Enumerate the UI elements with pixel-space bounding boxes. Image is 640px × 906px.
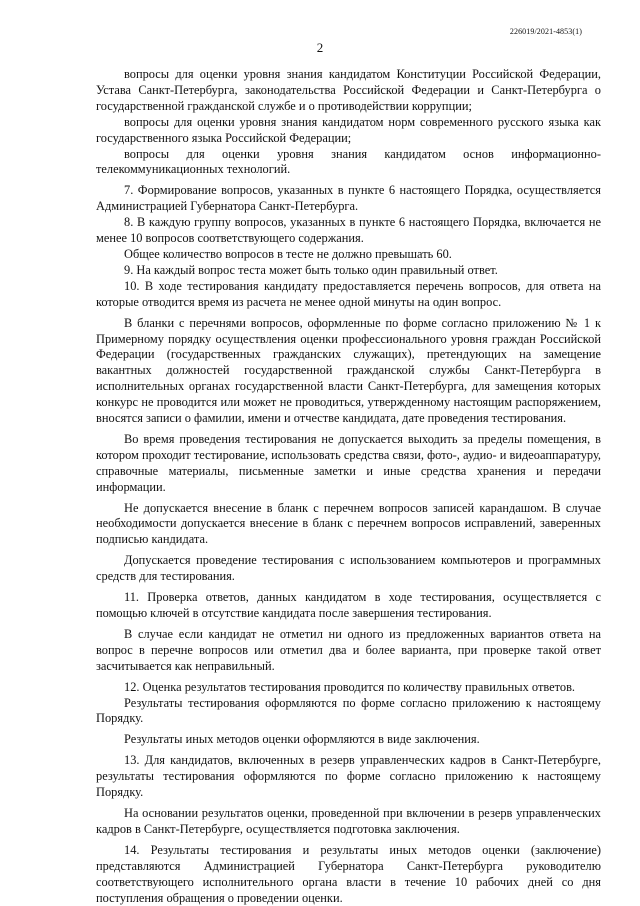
document-id: 226019/2021-4853(1)	[509, 27, 582, 36]
paragraph: 11. Проверка ответов, данных кандидатом в ходе тестирования, осуществляется с помощью ключей в отсутствие кандидата после завершения тестирования.	[96, 590, 601, 620]
paragraph: Результаты тестирования оформляются по форме согласно приложению к настоящему Порядку.	[96, 695, 601, 726]
paragraph: вопросы для оценки уровня знания кандидатом основ информационно-телекоммуникационных технологий.	[96, 146, 601, 177]
paragraph: 7. Формирование вопросов, указанных в пункте 6 настоящего Порядка, осуществляется Администрацией Губернатора Санкт-Петербурга.	[96, 183, 601, 214]
paragraph: 8. В каждую группу вопросов, указанных в пункте 6 настоящего Порядка, включается не менее 10 вопросов соответствующего содержания.	[96, 215, 601, 246]
paragraph: 12. Оценка результатов тестирования проводится по количеству правильных ответов.	[124, 679, 576, 694]
paragraph: 14. Результаты тестирования и результаты иных методов оценки (заключение) представляются Администрацией Губернатора Санкт-Петербурга руководителю соответствующего исполнительного органа власти в течение 10 рабочих дней со дня поступления обращения о проведении оценки.	[96, 842, 601, 905]
page-number: 2	[316, 40, 324, 55]
paragraph: В бланки с перечнями вопросов, оформленные по форме согласно приложению № 1 к Примерному порядку осуществления оценки профессионального уровня граждан Российской Федерации (государственных гражданских служащих), претендующих на замещение вакантных должностей государственной гражданской службы Санкт-Петербурга в исполнительных органах государственной власти Санкт-Петербурга, для замещения которых конкурс не проводится или может не проводиться, утвержденному настоящим распоряжением, вносятся записи о фамилии, имени и отчестве кандидата, дате проведения тестирования.	[96, 315, 601, 426]
paragraph: Результаты иных методов оценки оформляются в виде заключения.	[124, 732, 480, 747]
paragraph: Во время проведения тестирования не допускается выходить за пределы помещения, в котором проходит тестирование, использовать средства связи, фото-, аудио- и видеоаппаратуру, справочные материалы, письменные заметки и иные средства хранения и передачи информации.	[96, 431, 601, 494]
paragraph: Не допускается внесение в бланк с перечнем вопросов записей карандашом. В случае необходимости допускается внесение в бланк с перечнем вопросов исправлений, заверенных подписью кандидата.	[96, 500, 601, 547]
paragraph: вопросы для оценки уровня знания кандидатом Конституции Российской Федерации, Устава Санкт-Петербурга, законодательства Российской Федерации и Санкт-Петербурга о государственной гражданской службе и о противодействии коррупции;	[96, 67, 601, 113]
paragraph: Общее количество вопросов в тесте не должно превышать 60.	[124, 246, 452, 261]
paragraph: Допускается проведение тестирования с использованием компьютеров и программных средств для тестирования.	[96, 553, 601, 584]
paragraph: В случае если кандидат не отметил ни одного из предложенных вариантов ответа на вопрос в перечне вопросов или отметил два и более варианта, при проверке такой ответ засчитывается как неправильный.	[96, 626, 601, 673]
paragraph: 9. На каждый вопрос теста может быть только один правильный ответ.	[124, 262, 498, 277]
paragraph: На основании результатов оценки, проведенной при включении в резерв управленческих кадров в Санкт-Петербурге, осуществляется подготовка заключения.	[96, 805, 601, 836]
paragraph: вопросы для оценки уровня знания кандидатом норм современного русского языка как государственного языка Российской Федерации;	[96, 114, 601, 145]
paragraph: 10. В ходе тестирования кандидату предоставляется перечень вопросов, для ответа на которые отводится время из расчета не менее одной минуты на один вопрос.	[96, 278, 601, 309]
document-body	[96, 67, 601, 906]
paragraph: 13. Для кандидатов, включенных в резерв управленческих кадров в Санкт-Петербурге, результаты тестирования оформляются по форме согласно приложению к настоящему Порядку.	[96, 753, 601, 800]
